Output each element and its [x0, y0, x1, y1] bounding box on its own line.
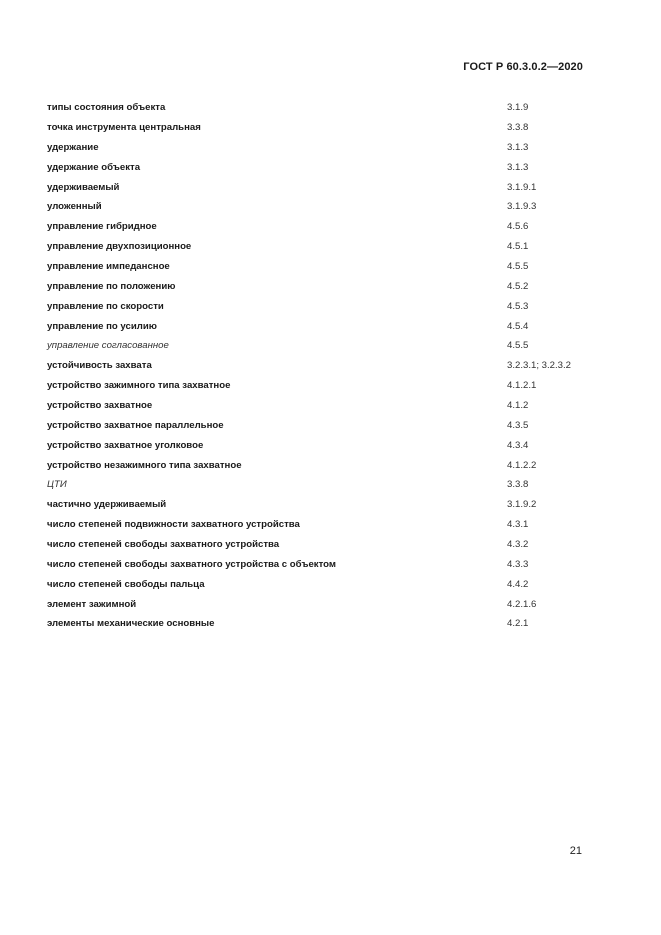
index-entry	[47, 356, 607, 376]
index-reference: 3.1.9.2	[507, 499, 537, 511]
index-term: устройство захватное параллельное	[47, 419, 224, 431]
index-entry	[47, 575, 607, 595]
index-term: уложенный	[47, 201, 102, 213]
index-entry	[47, 376, 607, 396]
index-reference: 3.1.9	[507, 102, 529, 114]
index-term: точка инструмента центральная	[47, 121, 201, 133]
index-entry	[47, 416, 607, 436]
index-reference: 3.2.3.1; 3.2.3.2	[507, 360, 572, 372]
index-entry	[47, 475, 607, 495]
index-entry	[47, 297, 607, 317]
index-entry	[47, 515, 607, 535]
index-reference: 4.5.3	[507, 300, 529, 312]
index-term: управление согласованное	[47, 340, 169, 352]
index-term: число степеней свободы захватного устройства с объектом	[47, 558, 336, 570]
index-reference: 4.3.1	[507, 519, 529, 531]
index-term: устройство захватное	[47, 400, 153, 412]
index-reference: 3.3.8	[507, 479, 529, 491]
index-reference: 4.2.1.6	[507, 598, 537, 610]
index-reference: 3.1.9.1	[507, 181, 537, 193]
index-reference: 3.3.8	[507, 121, 529, 133]
index-entry	[47, 495, 607, 515]
page-number: 21	[569, 845, 582, 857]
index-term: число степеней свободы захватного устройства	[47, 539, 280, 551]
index-entry	[47, 158, 607, 178]
index-term: удерживаемый	[47, 181, 120, 193]
index-entry	[47, 555, 607, 575]
index-reference: 4.3.2	[507, 539, 529, 551]
index-reference: 4.1.2.2	[507, 459, 537, 471]
index-reference: 4.5.5	[507, 340, 529, 352]
index-entry	[47, 257, 607, 277]
index-term: удержание объекта	[47, 161, 141, 173]
index-reference: 4.5.1	[507, 241, 529, 253]
index-entry	[47, 197, 607, 217]
index-reference: 4.5.5	[507, 261, 529, 272]
index-term: число степеней подвижности захватного устройства	[47, 519, 300, 531]
index-term: удержание	[47, 141, 99, 153]
index-entry	[47, 336, 607, 356]
index-reference: 4.4.2	[507, 578, 529, 590]
index-reference: 4.5.4	[507, 320, 529, 332]
index-term: устройство незажимного типа захватное	[47, 459, 242, 471]
index-reference: 4.3.4	[507, 439, 529, 451]
index-entry	[47, 535, 607, 555]
index-reference: 4.5.2	[507, 280, 529, 292]
index-term: устройство захватное уголковое	[47, 439, 204, 451]
index-entry	[47, 138, 607, 158]
standard-designation: ГОСТ Р 60.3.0.2—2020	[463, 61, 583, 73]
index-reference: 4.3.5	[507, 419, 529, 431]
alphabetical-index	[47, 98, 607, 634]
index-term: число степеней свободы пальца	[47, 578, 205, 590]
index-reference: 4.3.3	[507, 558, 529, 570]
index-term: ЦТИ	[47, 479, 67, 491]
index-term: частично удерживаемый	[47, 499, 167, 511]
index-term: элемент зажимной	[47, 598, 137, 610]
index-entry	[47, 594, 607, 614]
index-term: устойчивость захвата	[47, 360, 152, 372]
index-reference: 4.5.6	[507, 221, 529, 233]
index-term: управление по положению	[47, 280, 176, 292]
index-reference: 3.1.3	[507, 161, 529, 173]
index-term: устройство зажимного типа захватное	[47, 380, 231, 392]
index-entry	[47, 316, 607, 336]
index-reference: 4.1.2.1	[507, 380, 537, 392]
index-entry	[47, 237, 607, 257]
index-reference: 4.1.2	[507, 400, 529, 412]
index-term: управление двухпозиционное	[47, 241, 192, 253]
index-term: управление по усилию	[47, 320, 157, 332]
index-term: управление импедансное	[47, 261, 170, 272]
index-reference: 3.1.3	[507, 141, 529, 153]
index-entry	[47, 277, 607, 297]
index-entry	[47, 455, 607, 475]
index-entry	[47, 118, 607, 138]
index-term: типы состояния объекта	[47, 102, 166, 114]
index-entry	[47, 614, 607, 634]
index-reference: 4.2.1	[507, 618, 529, 630]
index-entry	[47, 436, 607, 456]
index-entry	[47, 177, 607, 197]
index-entry	[47, 217, 607, 237]
index-term: управление по скорости	[47, 300, 164, 312]
index-entry	[47, 98, 607, 118]
index-entry	[47, 396, 607, 416]
index-reference: 3.1.9.3	[507, 201, 537, 213]
index-term: элементы механические основные	[47, 618, 215, 630]
index-term: управление гибридное	[47, 221, 157, 233]
